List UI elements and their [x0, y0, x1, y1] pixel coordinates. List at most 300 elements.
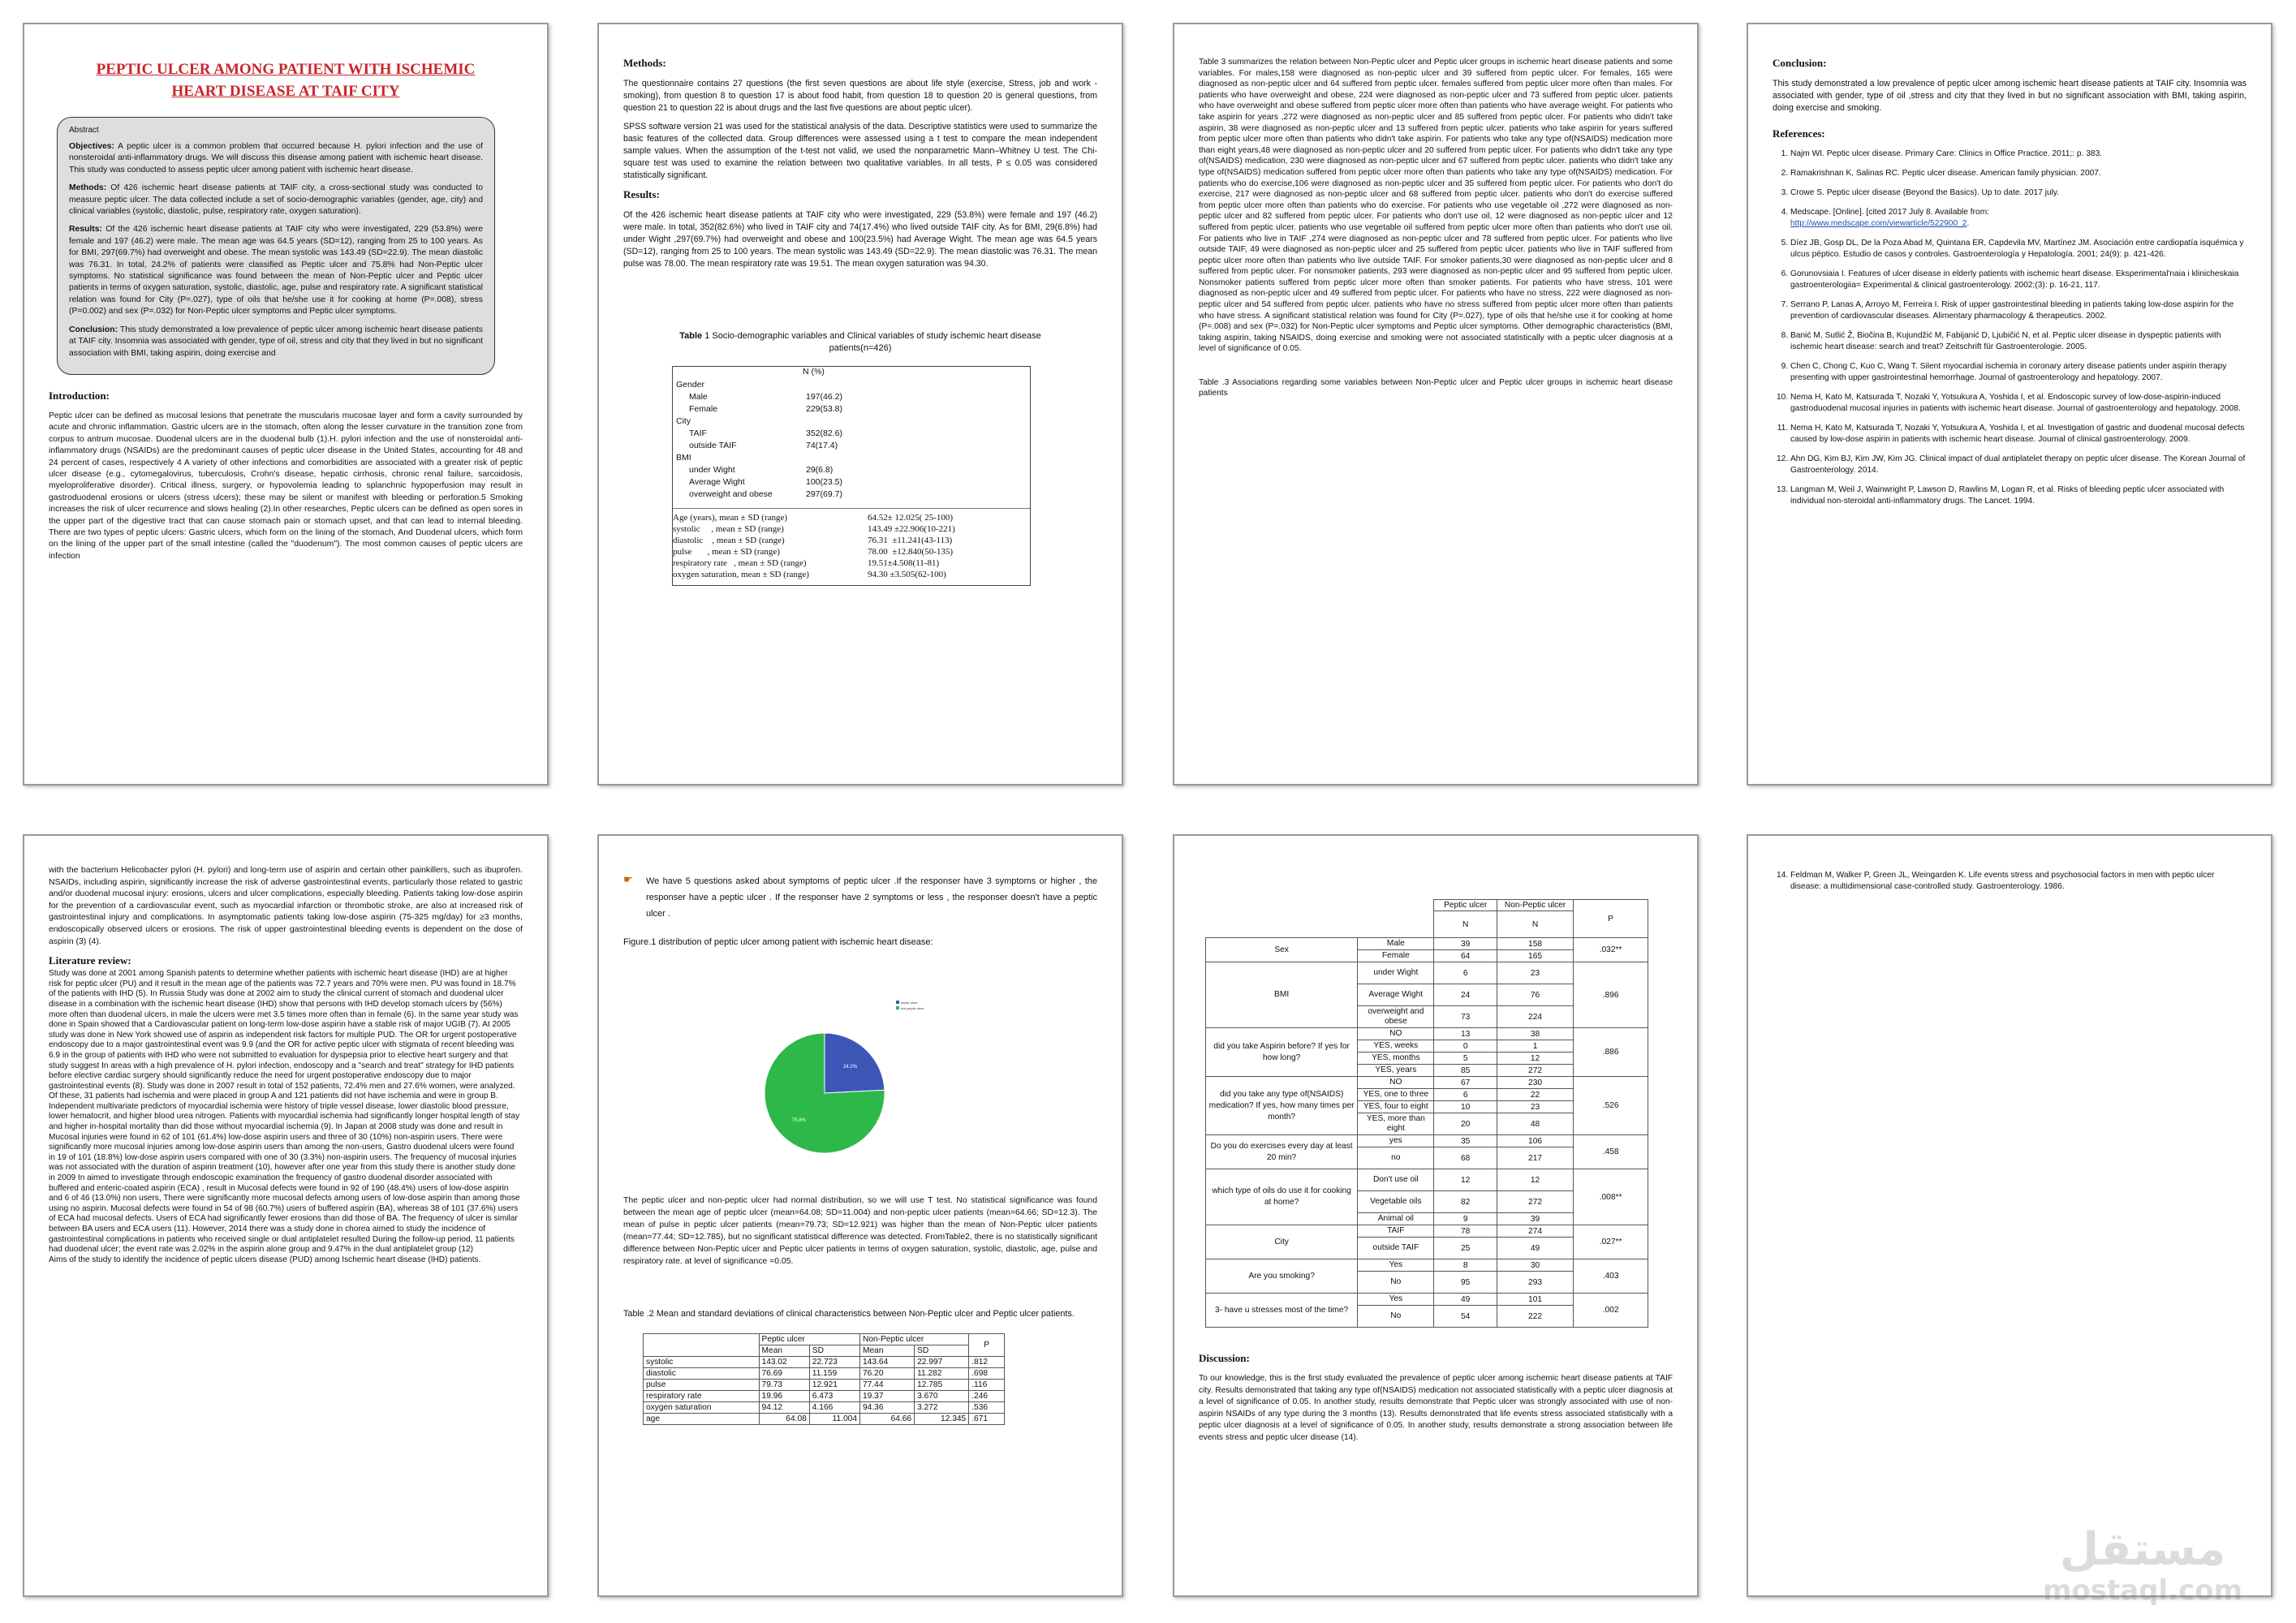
table3-count-npu: 76	[1497, 984, 1573, 1006]
results-label: Results:	[69, 225, 102, 235]
table2-cell-s2: 3.272	[915, 1402, 969, 1414]
table3-p-value: .008**	[1574, 1169, 1648, 1225]
abstract-conclusion	[69, 325, 483, 359]
table3-count-pu: 73	[1434, 1006, 1497, 1028]
table3-level: NO	[1358, 1077, 1434, 1089]
reference-text: Najm WI. Peptic ulcer disease. Primary Care: Clinics in Office Practice. 2011;: p. 383.	[1790, 149, 2103, 158]
table3-count-pu: 6	[1434, 1089, 1497, 1101]
table3-variable: did you take Aspirin before? If yes for how long?	[1206, 1028, 1358, 1077]
table1	[672, 366, 1031, 586]
conclusion-label: Conclusion:	[69, 325, 118, 334]
page-1	[23, 23, 549, 786]
table3-variable: Are you smoking?	[1206, 1259, 1358, 1294]
table3-row	[1206, 1169, 1648, 1191]
table3-subheader-n: N	[1434, 911, 1497, 938]
reference-text: Díez JB, Gosp DL, De la Poza Abad M, Quintana ER, Capdevila MV, Martínez JM. Asociación entre cardiopatía isquémica y ulcus péptico. Estudio de casos y controles. Gastroenterología y Hepatología. 2001; 24(9): p. 421-426.	[1790, 239, 2244, 259]
table2-cell-s2: 12.345	[915, 1414, 969, 1425]
table3-count-npu: 293	[1497, 1272, 1573, 1294]
table3-count-npu: 23	[1497, 962, 1573, 984]
table3-count-npu: 48	[1497, 1113, 1573, 1135]
table2-row	[644, 1402, 1005, 1414]
table3-count-pu: 35	[1434, 1135, 1497, 1147]
reference-item: 14. Feldman M, Walker P, Green JL, Weingarden K. Life events stress and psychosocial factors in men with peptic ulcer disease: a multidimensional case-controlled study. Gastroenterology. 1986.	[1790, 870, 2246, 893]
methods-label: Methods:	[69, 183, 107, 193]
table3-count-npu: 224	[1497, 1006, 1573, 1028]
table3-level: YES, months	[1358, 1053, 1434, 1065]
results-heading: Results:	[623, 188, 660, 200]
table3-variable: did you take any type of(NSAIDS) medication? If yes, how many times per month?	[1206, 1077, 1358, 1135]
reference-item	[1790, 361, 2246, 384]
table1-row	[676, 392, 1030, 404]
table3-count-pu: 39	[1434, 938, 1497, 950]
page-5	[23, 834, 549, 1597]
table3-level: yes	[1358, 1135, 1434, 1147]
table3-level: YES, more than eight	[1358, 1113, 1434, 1135]
table2-cell-p: .698	[969, 1368, 1005, 1380]
table3-count-npu: 1	[1497, 1040, 1573, 1053]
references-list	[1773, 149, 2246, 507]
table2-corner	[644, 1334, 760, 1357]
objectives-label: Objectives:	[69, 142, 115, 151]
table3-row	[1206, 1135, 1648, 1147]
table2-cell-m2: 19.37	[860, 1391, 915, 1402]
table3-variable: Do you do exercises every day at least 20 min?	[1206, 1135, 1358, 1169]
table3-count-pu: 12	[1434, 1169, 1497, 1191]
table3-p-value: .458	[1574, 1135, 1648, 1169]
table3-count-pu: 85	[1434, 1065, 1497, 1077]
table1-clinical-value: 19.51±4.508(11-81)	[868, 558, 940, 568]
table1-clinical-row	[673, 558, 1030, 569]
introduction-heading: Introduction:	[49, 389, 110, 402]
table1-rows	[673, 380, 1030, 508]
table2-cell-p: .671	[969, 1414, 1005, 1425]
table2-cell-s2: 22.997	[915, 1357, 969, 1368]
table2-cell-m2: 94.36	[860, 1402, 915, 1414]
table2-row	[644, 1357, 1005, 1368]
table3-caption: Table .3 Associations regarding some variables between Non-Peptic ulcer and Peptic ulcer groups in ischemic heart disease patients	[1199, 378, 1673, 398]
table2-cell-s2: 3.670	[915, 1391, 969, 1402]
pie-data-label: 24.2%	[843, 1064, 858, 1070]
watermark-arabic: مستقل	[2059, 1523, 2226, 1576]
page-2	[597, 23, 1123, 786]
pie-data-label: 75.8%	[791, 1118, 806, 1124]
methods-paragraph-2: SPSS software version 21 was used for the statistical analysis of the data. Descriptive statistics were used to summarize the basic features of the collected data. Group differences were assessed using a t test to compare the mean independent sample values. When the assumption of the t-test not valid, we used the nonparametric Mann–Whitney U test. The Chi-square test was used to examine the relation between two qualitative variables. In all tests, P ≤ 0.05 was considered statistically significant.	[623, 122, 1097, 180]
table1-row-value: 197(46.2)	[806, 392, 842, 402]
table3-count-npu: 23	[1497, 1101, 1573, 1113]
table2-cell-s1: 11.159	[809, 1368, 859, 1380]
table1-clinical-row	[673, 535, 1030, 546]
table1-row-label: Gender	[676, 380, 705, 390]
legend-swatch	[896, 1006, 899, 1010]
table3-row	[1206, 938, 1648, 950]
table1-row-label: TAIF	[689, 428, 707, 438]
table3-level: Yes	[1358, 1294, 1434, 1306]
watermark-latin: mostaql.com	[2042, 1574, 2243, 1607]
table1-row	[676, 453, 1030, 465]
table3-row	[1206, 1259, 1648, 1272]
reference-text: Crowe S. Peptic ulcer disease (Beyond the Basics). Up to date. 2017 july.	[1790, 188, 2060, 197]
table3-p-value: .886	[1574, 1028, 1648, 1077]
table1-clinical-label: oxygen saturation, mean ± SD (range)	[673, 570, 809, 579]
reference-text: Langman M, Weil J, Wainwright P, Lawson D, Rawlins M, Logan R, et al. Risks of bleeding peptic ulcer associated with individual non-steroidal anti-inflammatory drugs. The Lancet. 1994.	[1790, 485, 2225, 506]
table2-cell-m1: 79.73	[759, 1380, 809, 1391]
table2-header-row	[644, 1334, 1005, 1345]
table2-cell-p: .246	[969, 1391, 1005, 1402]
hand-pointer-icon: ☛	[623, 873, 633, 885]
reference-item	[1790, 392, 2246, 415]
reference-text: Ramakrishnan K, Salinas RC. Peptic ulcer disease. American family physician. 2007.	[1790, 169, 2101, 178]
table3-count-npu: 38	[1497, 1028, 1573, 1040]
table3-p-value: .526	[1574, 1077, 1648, 1135]
table1-clinical-row	[673, 512, 1030, 523]
page-4	[1747, 23, 2272, 786]
table1-row-value: 352(82.6)	[806, 428, 842, 438]
reference-item	[1790, 168, 2246, 179]
table3-p-value: .002	[1574, 1294, 1648, 1328]
medscape-link[interactable]: http://www.medscape.com/viewarticle/522900_2	[1790, 219, 1967, 228]
table1-header: N (%)	[803, 367, 825, 377]
abstract-label: Abstract	[69, 126, 99, 135]
table2-cell-m1: 64.08	[759, 1414, 809, 1425]
table3-count-npu: 12	[1497, 1053, 1573, 1065]
table3-summary-text: Table 3 summarizes the relation between Non-Peptic ulcer and Peptic ulcer groups in ischemic heart disease patients and some variables. For males,158 were diagnosed as non-peptic ulcer and 39 suffered from peptic ulcer. For females, 165 were diagnosed as non-peptic ulcer and 64 suffered from peptic ulcer. females suffered from peptic ulcer more often than males. For patients who have overweight and obese, 224 were diagnosed as non-peptic ulcer and 73 suffered from peptic ulcer. patients who have overweight and obese suffered from peptic ulcer more often than patients who have average weight. For patients who take aspirin for years ,272 were diagnosed as non-peptic ulcer and 85 suffered from peptic ulcer. For patients who didn't take aspirin, 38 were diagnosed as non-peptic ulcer and 13 suffered from peptic ulcer. patients who take aspirin for years suffered from peptic ulcer more often than patients who didn't take aspirin. For patients who take any type of(NSAIDS) medication more than eight years,48 were diagnosed as non-peptic ulcer and 20 suffered from peptic ulcer. For patients who didn't take any type of(NSAIDS) medication, 230 were diagnosed as non-peptic ulcer and 67 suffered from peptic ulcer. patients who didn't take any type of(NSAIDS) medication suffered from peptic ulcer more often than patients who take any type of(NSAIDS) medication. For patients who do exercise,106 were diagnosed as non-peptic ulcer and 35 suffered from peptic ulcer. For patients who don't do exercise, 217 were diagnosed as non-peptic ulcer and 68 suffered from peptic ulcer. patients who don't do exercise suffered from peptic ulcer more often than patients who do exercise. For patients who use vegetable oil ,272 were diagnosed as non-peptic ulcer and 82 suffered from peptic ulcer. For patients who don't use oil, 12 were diagnosed as non-peptic ulcer and 12 suffered from peptic ulcer. patients who use vegetable oil suffered from peptic ulcer more often than patients who don't use oil. For patients who live in TAIF ,274 were diagnosed as non-peptic ulcer and 78 suffered from peptic ulcer. For patients who live outside TAIF, 49 were diagnosed as non-peptic ulcer and 25 suffered from peptic ulcer. patients who live in TAIF suffered from peptic ulcer more often than patients who live outside TAIF. For smoker patients,30 were diagnosed as non-peptic ulcer and 8 suffered from peptic ulcer. For nonsmoker patients, 293 were diagnosed as non-peptic ulcer and 95 suffered from peptic ulcer. Nonsmoker patients suffered from peptic ulcer more often than smoker patients. For patients who have stress, 101 were diagnosed as non-peptic ulcer and 49 suffered from peptic ulcer. For patients who have no stress, 222 were diagnosed as non-peptic ulcer and 54 suffered from peptic ulcer. patients who have no stress suffered from peptic ulcer more often than patients who have stress. A significant statistical relation was found for City (P=.027), type of oils that he/she use it for cooking at home (P=.008) and sex (P=.032) for Non-Peptic ulcer symptoms and Peptic ulcer symptoms. Other demographic characteristics (BMI, taking aspirin, taking NSAIDS, doing exercise and smoking were not associated statistically with a peptic ulcer diagnosis at a level of significance of 0.05.	[1199, 58, 1673, 354]
table3-p-value: .896	[1574, 962, 1648, 1028]
table3-count-npu: 272	[1497, 1065, 1573, 1077]
table3-variable: BMI	[1206, 962, 1358, 1028]
table1-clinical-row	[673, 546, 1030, 558]
table2-cell-m1: 19.96	[759, 1391, 809, 1402]
table1-row	[676, 489, 1030, 502]
table1-row-label: Male	[689, 392, 708, 402]
table3-level: under Wight	[1358, 962, 1434, 984]
table3-count-npu: 222	[1497, 1306, 1573, 1328]
abstract-results	[69, 224, 483, 317]
table1-row-label: City	[676, 416, 691, 426]
table1-row	[676, 428, 1030, 441]
table2-cell-m2: 64.66	[860, 1414, 915, 1425]
table1-row-label: overweight and obese	[689, 489, 773, 499]
table2-cell-label: diastolic	[644, 1368, 760, 1380]
reference-item	[1790, 269, 2246, 291]
table1-row-value: 29(6.8)	[806, 465, 834, 475]
table3-variable: which type of oils do use it for cooking at home?	[1206, 1169, 1358, 1225]
table1-row-label: under Wight	[689, 465, 735, 475]
reference-text: Nema H, Kato M, Katsurada T, Nozaki Y, Yotsukura A, Yoshida I, et al. Investigation of gastric and duodenal mucosal defects caused by low-dose aspirin in patients with ischemic heart disease. Journal of clinical gastroenterology. 2009.	[1790, 424, 2245, 444]
table2-cell-m2: 143.64	[860, 1357, 915, 1368]
table3-level: Female	[1358, 950, 1434, 962]
table3-count-pu: 20	[1434, 1113, 1497, 1135]
table2-subheader-sd: SD	[915, 1345, 969, 1357]
table3-count-pu: 10	[1434, 1101, 1497, 1113]
table3-p-value: .403	[1574, 1259, 1648, 1294]
title-line-1: PEPTIC ULCER AMONG PATIENT WITH ISCHEMIC	[96, 61, 476, 78]
table1-row-label: BMI	[676, 453, 691, 463]
pie-slice-peptic-ulcer	[825, 1033, 885, 1093]
abstract-box	[57, 117, 495, 375]
table3-level: Animal oil	[1358, 1213, 1434, 1225]
table2-cell-m1: 94.12	[759, 1402, 809, 1414]
conclusion-text-main: This study demonstrated a low prevalence of peptic ulcer among ischemic heart disease patients at TAIF city. Insomnia was associated with gender, type of oil ,stress and city that they lived in but no significant association with BMI, taking aspirin, doing exercise and smoking.	[1773, 79, 2246, 113]
table3-variable: 3- have u stresses most of the time?	[1206, 1294, 1358, 1328]
conclusion-text: This study demonstrated a low prevalence of peptic ulcer among ischemic heart disease patients at TAIF city. Insomnia was associated with gender, type of oil, stress and city that they lived in but no significant association with BMI, taking aspirin, doing exercise and	[69, 325, 483, 358]
page-3	[1173, 23, 1699, 786]
reference-item	[1790, 187, 2246, 199]
reference-text: Banić M, Sutlić Ž, Biočina B, Kujundžić M, Fabijanić D, Ljubičić N, et al. Peptic ulcer disease in dyspeptic patients with ischemic heart disease: search and treat? Zeitschrift für Gastroenterologie. 2005.	[1790, 331, 2221, 351]
table2-cell-s2: 11.282	[915, 1368, 969, 1380]
table3-count-pu: 0	[1434, 1040, 1497, 1053]
table3-row	[1206, 1294, 1648, 1306]
table1-row-value: 229(53.8)	[806, 404, 842, 414]
mostaql-watermark	[2029, 1523, 2256, 1623]
reference-item	[1790, 238, 2246, 260]
table3-count-npu: 230	[1497, 1077, 1573, 1089]
literature-review-text: Study was done at 2001 among Spanish patents to determine whether patients with ischemic heart disease (IHD) are at higher risk for peptic ulcer (PU) and it result in the mean age of the patients was 72.7 years and 70% were men. PU was found in 18.7% of the patients with IHD (5). In Russia Study was done at 2002 aim to study the clinical current of stomach and duodenal ulcer disease in a combination with the ischemic heart disease (IHD) show that persons with IHD develop stomach ulcers by (56%) more often than duodenal ulcers, in male the ulcers were met 3.5 times more often than in female (6). In the same year study was done in Spain showed that a Cardiovascular patient on long-term low-dose aspirin have a stable risk of major UGIB (7). At 2005 study was done in New York showed use of aspirin as independent risk factors for multiple PUD. The OR for urgent postoperative endoscopy due to a major gastrointestinal event was 9.9 (and the OR for active peptic ulcer with stigmata of recent bleeding was 6.9 in the group of patients with IHD who were not submitted to evaluation for dyspepsia prior to elective heart surgery and that study suggest In areas with a high prevalence of H. pylori infection, endoscopy and a "search and treat" strategy for IHD patients before elective cardiac surgery should significantly reduce the need for urgent postoperative endoscopy due to major gastrointestinal events (8). Study was done in 2007 result in total of 152 patients, 72.4% men and 27.6% women, were analyzed. Of these, 31 patients had ischemia and were placed in group A and 121 patients did not have ischemia and were in group B. Independent multivariate predictors of myocardial ischemia were history of triple vessel disease, lower diastolic blood pressure, lower hematocrit, and higher blood urea nitrogen. Patients with myocardial ischemia had significantly longer hospital length of stay and higher in-hospital mortality than did those without myocardial ischemia (9). In Japan at 2008 study was done and result in Mucosal injuries were found in 62 of 101 (61.4%) low-dose aspirin users and three of 30 (10%) non-aspirin users. There were significantly more mucosal injuries among low-dose aspirin users than among the non-users, Gastro duodenal ulcers were found in 19 of 101 (18.8%) low-dose aspirin users compared with one of 30 (3.3%) non-aspirin users. The frequency of mucosal injuries was not associated with the duration of aspirin treatment (10), however after one year from this study there is another study done in 2009 In aimed to investigate through endoscopic examination the frequency of gastro duodenal disorder associated with buffered and enteric-coated aspirin (ECA) , result in Mucosal defects were found in 92 of 190 (48.4%) users of low-dose aspirin and 6 of 46 (13.0%) non users, There were significantly more mucosal defects among users of low-dose aspirin than among those using no aspirin. Mucosal defects were found in 54 of 98 (60.7%) users of buffered aspirin (BA), whereas 38 of 101 (37.6%) users of ECA had mucosal defects. Users of ECA had significantly fewer erosions than did those of BA. The frequency of ulcer is similar between BA users and ECA users (11). However, 2014 there was a study done in chorea aimed to study the incidence of gastrointestinal complications in patients who received single or dual antiplatelet resulted During the follow-up period, 11 patients had duodenal ulcer; the event rate was 2.02% in the aspirin alone group and 9.47% in the dual antiplatelet group (12)	[49, 969, 520, 1255]
table3-count-npu: 39	[1497, 1213, 1573, 1225]
table3-count-pu: 13	[1434, 1028, 1497, 1040]
reference-item	[1790, 299, 2246, 322]
table2-header-group1: Peptic ulcer	[759, 1334, 859, 1345]
table1-caption	[656, 330, 1065, 355]
table3-level: Don't use oil	[1358, 1169, 1434, 1191]
table2-cell-p: .116	[969, 1380, 1005, 1391]
table3-variable: City	[1206, 1225, 1358, 1259]
table2-cell-m2: 77.44	[860, 1380, 915, 1391]
table1-row-label: Female	[689, 404, 718, 414]
table3-count-pu: 8	[1434, 1259, 1497, 1272]
table1-row-label: outside TAIF	[689, 441, 737, 450]
table2-row	[644, 1391, 1005, 1402]
table3-count-npu: 101	[1497, 1294, 1573, 1306]
table2-row	[644, 1380, 1005, 1391]
table3-count-pu: 67	[1434, 1077, 1497, 1089]
figure1-caption: Figure.1 distribution of peptic ulcer among patient with ischemic heart disease:	[623, 937, 933, 947]
study-aims-text: Aims of the study to identify the incidence of peptic ulcers disease (PUD) among Ischemic heart disease (IHD) patients.	[49, 1255, 481, 1264]
table3-row	[1206, 1225, 1648, 1238]
table3-count-pu: 49	[1434, 1294, 1497, 1306]
table3-corner	[1206, 900, 1434, 938]
table2-cell-label: age	[644, 1414, 760, 1425]
references-list-continued	[1773, 870, 2246, 893]
table3-count-pu: 78	[1434, 1225, 1497, 1238]
table3-subheader-n: N	[1497, 911, 1573, 938]
paper-title	[57, 58, 515, 102]
bullet-text: We have 5 questions asked about symptoms of peptic ulcer .If the responser have 3 symptoms or higher , the responser have a peptic ulcer . If the responser have 2 symptoms or less , the responser doesn't have a peptic ulcer .	[646, 876, 1097, 919]
table3-header-p: P	[1574, 900, 1648, 938]
table3-level: No	[1358, 1272, 1434, 1294]
table1-row-value: 297(69.7)	[806, 489, 842, 499]
table2-caption: Table .2 Mean and standard deviations of clinical characteristics between Non-Peptic ulcer and Peptic ulcer patients.	[623, 1309, 1075, 1319]
legend-swatch	[896, 1001, 899, 1004]
table1-clinical-value: 94.30 ±3.505(62-100)	[868, 570, 946, 579]
table1-row-label: Average Wight	[689, 477, 745, 487]
table1-clinical-value: 78.00 ±12.840(50-135)	[868, 547, 954, 557]
page-7	[1173, 834, 1699, 1597]
table3-level: YES, one to three	[1358, 1089, 1434, 1101]
table2-cell-m2: 76.20	[860, 1368, 915, 1380]
reference-item	[1790, 454, 2246, 476]
table1-row	[676, 404, 1030, 416]
table2-cell-label: respiratory rate	[644, 1391, 760, 1402]
page-8	[1747, 834, 2272, 1597]
table1-caption-text: 1 Socio-demographic variables and Clinical variables of study ischemic heart disease patients(n=426)	[702, 331, 1041, 353]
table3-count-npu: 12	[1497, 1169, 1573, 1191]
references-heading: References:	[1773, 127, 1825, 140]
reference-text: Serrano P, Lanas A, Arroyo M, Ferreira I. Risk of upper gastrointestinal bleeding in patients taking low-dose aspirin for the prevention of cardiovascular diseases. Alimentary pharmacology & therapeutics. 2002.	[1790, 300, 2234, 321]
table3-count-pu: 5	[1434, 1053, 1497, 1065]
table1-clinical-label: systolic , mean ± SD (range)	[673, 524, 784, 534]
reference-text: Gorunovsiaia I. Features of ulcer disease in elderly patients with ischemic heart disease. Eksperimental'naia i klinicheskaia gastroenterologiia= Experimental & clinical gastroenterology. 2002;(3): p. 16-21, 117.	[1790, 269, 2239, 290]
table1-row-value: 74(17.4)	[806, 441, 838, 450]
table3-level: Vegetable oils	[1358, 1191, 1434, 1213]
table3-p-value: .027**	[1574, 1225, 1648, 1259]
table3-count-pu: 9	[1434, 1213, 1497, 1225]
methods-text: Of 426 ischemic heart disease patients at TAIF city, a cross-sectional study was conducted to measure peptic ulcer. The data collected include a set of socio-demographic variables (gender, age, city) and clinical variables (systolic, diastolic, pulse, respiratory rate, oxygen saturation).	[69, 183, 483, 217]
table3-count-npu: 158	[1497, 938, 1573, 950]
table1-row	[676, 380, 1030, 392]
table3-count-npu: 272	[1497, 1191, 1573, 1213]
table1-clinical-value: 64.52± 12.025( 25-100)	[868, 513, 954, 523]
intro-continued-text: with the bacterium Helicobacter pylori (H. pylori) and long-term use of aspirin and certain other painkillers, such as ibuprofen. NSAIDs, including aspirin, significantly increase the risk of adverse gastrointestinal events, particularly those related to gastric and/or duodenal mucosal injury: erosions, ulcers and ulcer complications, especially bleeding. Patients taking low-dose aspirin for the prevention of a cardiovascular event, such as myocardial infarction or thrombotic stroke, are also at increased risk of gastrointestinal injury and complications. In asymptomatic patients taking low-dose aspirin (75-325 mg/day) for ≥3 months, endoscopically observed ulcers or erosions. The risk of upper gastrointestinal bleeding events is dependent on the dose of aspirin (3) (4).	[49, 866, 523, 946]
table3-level: YES, four to eight	[1358, 1101, 1434, 1113]
table1-clinical-row	[673, 523, 1030, 535]
reference-text: Medscape. [Online]. [cited 2017 July 8. Available from:	[1790, 208, 1990, 217]
table1-clinical-value: 143.49 ±22.906(10-221)	[868, 524, 955, 534]
table2	[643, 1333, 1005, 1425]
table3-level: overweight and obese	[1358, 1006, 1434, 1028]
figure1-pie-chart	[623, 955, 1101, 1190]
table3-count-npu: 165	[1497, 950, 1573, 962]
table2-subheader-sd: SD	[809, 1345, 859, 1357]
reference-item	[1790, 484, 2246, 507]
table2-subheader-mean: Mean	[759, 1345, 809, 1357]
table3-header-npu: Non-Peptic ulcer	[1497, 900, 1573, 911]
table3-row	[1206, 1077, 1648, 1089]
table3-count-npu: 217	[1497, 1147, 1573, 1169]
table3-count-npu: 274	[1497, 1225, 1573, 1238]
table3-level: Yes	[1358, 1259, 1434, 1272]
abstract-methods	[69, 183, 483, 217]
table1-row	[676, 441, 1030, 453]
reference-item	[1790, 423, 2246, 446]
table2-row	[644, 1414, 1005, 1425]
conclusion-heading: Conclusion:	[1773, 57, 1827, 69]
table2-cell-label: oxygen saturation	[644, 1402, 760, 1414]
methods-heading: Methods:	[623, 57, 666, 69]
page-6	[597, 834, 1123, 1597]
table3-level: outside TAIF	[1358, 1238, 1434, 1259]
introduction-text: Peptic ulcer can be defined as mucosal lesions that penetrate the muscularis mucosae layer and form a cavity surrounded by acute and chronic inflammation. Gastric ulcers are in the stomach, often along the lesser curvature in the transition zone from corpus to antrum mucosae. Duodenal ulcers are in the duodenal bulb (1).H. pylori infection and the use of nonsteroidal anti-inflammatory drugs (NSAIDs) are the predominant causes of peptic ulcer disease in the United States, accounting for 48 and 24 percent of cases, respectively 4 A variety of other infections and comorbidities are associated with a greater risk of peptic ulcer disease (e.g., cytomegalovirus, tuberculosis, Crohn's disease, hepatic cirrhosis, chronic renal failure, sarcoidosis, myeloproliferative disorder). Critical illness, surgery, or hypovolemia leading to splanchnic hypoperfusion may result in gastroduodenal erosions or ulcers (stress ulcers); these may be silent or manifest with bleeding or perforation.5 Smoking increases the risk of ulcer recurrence and slows healing (2).In other researches, Peptic ulcers can be defined as open sores in the upper part of the digestive tract that can cause stomach pain or stomach upset, and that can lead to internal bleeding. There are two types of peptic ulcers: Gastric ulcers, which form on the lining of the stomach, And Duodenal ulcers, which form on the lining of the upper part of the small intestine (called the "duodenum"). The most common causes of peptic ulcers are infection	[49, 411, 523, 561]
results-text: Of the 426 ischemic heart disease patients at TAIF city who were investigated, 229 (53.8%) were female and 197 (46.2) were male. The mean age was 64.5 years (SD=12), ranging from 25 to 100 years. As for BMI, 297(69.7%) had overweight and obese. The mean systolic was 143.49 (SD=22.9). The mean diastolic was 76.31. In total, 24.2% of patients were classified as Peptic ulcer and 75.8% had Non-Peptic ulcer symptoms. No statistical significance was found between the mean of Non-Peptic ulcer and Peptic ulcer patients in terms of oxygen saturation, systolic, diastolic, age, pulse and respiratory rate. A significant statistical relation was found for City (P=.027), type of oils that he/she use it for cooking at home (P=.008), stress (P=0.002) and sex (P=.032) for Non-Peptic ulcer symptoms and Peptic ulcer symptoms.	[69, 225, 483, 316]
ttest-paragraph: The peptic ulcer and non-peptic ulcer had normal distribution, so we will use T test. No statistical significance was found between the mean age of peptic ulcer (mean=64.08; SD=11.004) and non-peptic ulcer patients (mean=64.66; SD=12.3). The mean of pulse in peptic ulcer patients (mean=79.73; SD=12.921) was higher than the mean of Non-Peptic ulcer patients (mean=77.44; SD=12.785), but no significant statistical difference was detected. FromTable2, there is no statistically significant difference between Non-Peptic ulcer and Peptic ulcer patients in terms of oxygen saturation, systolic, diastolic, age, pulse and respiratory rate. at level of significance =0.05.	[623, 1196, 1097, 1266]
table1-clinical-value: 76.31 ±11.241(43-113)	[868, 536, 953, 545]
table2-header-p: P	[969, 1334, 1005, 1357]
table2-cell-s2: 12.785	[915, 1380, 969, 1391]
table1-clinical	[673, 509, 1030, 585]
discussion-text: To our knowledge, this is the first study evaluated the prevalence of peptic ulcer among ischemic heart disease patients at TAIF city. Results demonstrated that taking any type of(NSAIDS) medication not associated statistically with a peptic ulcer diagnosis at a level of significance of 0.05. In another study, results demonstrate that Peptic ulcer was strongly associated with use of non-aspirin NSAIDs of any type during the 3 months (13). Results demonstrated that life events stress associated statistically with a peptic ulcer diagnosis at a level of significance of 0.05. In another study, results demonstrate a strong association between life events stress and peptic ulcer disease (14).	[1199, 1374, 1673, 1442]
table1-clinical-label: respiratory rate , mean ± SD (range)	[673, 558, 807, 568]
table3-count-pu: 25	[1434, 1238, 1497, 1259]
methods-paragraph-1: The questionnaire contains 27 questions (the first seven questions are about life style (exercise, Stress, job and work -smoking), from question 8 to question 17 is about food habit, from question 18 to question 20 is general questions, from question 21 to question 22 is about drugs and the last five questions are about peptic ulcer).	[623, 79, 1097, 113]
table3-row	[1206, 962, 1648, 984]
table1-clinical-label: pulse , mean ± SD (range)	[673, 547, 780, 557]
table1-row	[676, 465, 1030, 477]
literature-review-heading: Literature review:	[49, 954, 131, 967]
table2-cell-label: pulse	[644, 1380, 760, 1391]
table3-variable: Sex	[1206, 938, 1358, 962]
table3-header-pu: Peptic ulcer	[1434, 900, 1497, 911]
table3-count-pu: 68	[1434, 1147, 1497, 1169]
table3-count-pu: 64	[1434, 950, 1497, 962]
table3-p-value: .032**	[1574, 938, 1648, 962]
discussion-heading: Discussion:	[1199, 1352, 1250, 1364]
table3-level: Male	[1358, 938, 1434, 950]
table2-cell-s1: 22.723	[809, 1357, 859, 1368]
table3-level: TAIF	[1358, 1225, 1434, 1238]
legend-entry: peptic ulcer	[901, 1001, 918, 1005]
reference-item	[1790, 330, 2246, 353]
table3-count-npu: 106	[1497, 1135, 1573, 1147]
table2-cell-m1: 76.69	[759, 1368, 809, 1380]
table3-count-pu: 6	[1434, 962, 1497, 984]
table3-count-pu: 82	[1434, 1191, 1497, 1213]
legend-entry: non-peptic ulcer	[901, 1006, 924, 1010]
table1-clinical-row	[673, 569, 1030, 580]
reference-item	[1790, 207, 2246, 230]
bullet-paragraph	[623, 873, 1097, 928]
table2-cell-p: .536	[969, 1402, 1005, 1414]
table2-cell-m1: 143.02	[759, 1357, 809, 1368]
table3-level: YES, weeks	[1358, 1040, 1434, 1053]
table1-row	[676, 416, 1030, 428]
table1-caption-label: Table	[679, 331, 703, 341]
table2-cell-label: systolic	[644, 1357, 760, 1368]
table3-level: No	[1358, 1306, 1434, 1328]
table3-row	[1206, 1028, 1648, 1040]
objectives-text: A peptic ulcer is a common problem that occurred because H. pylori infection and the use of nonsteroidal anti-inflammatory drugs. We will discuss this disease among patient with ischemic heart disease. This study was conducted to assess peptic ulcer among patient with ischemic heart disease.	[69, 142, 483, 174]
reference-text: Nema H, Kato M, Katsurada T, Nozaki Y, Yotsukura A, Yoshida I, et al. Endoscopic survey of low-dose-aspirin-induced gastroduodenal mucosal injuries in patients with ischemic heart disease. Journal of gastroenterology and hepatology. 2008.	[1790, 393, 2241, 413]
table3-count-pu: 54	[1434, 1306, 1497, 1328]
table3-count-npu: 22	[1497, 1089, 1573, 1101]
table2-cell-s1: 6.473	[809, 1391, 859, 1402]
abstract-objectives	[69, 141, 483, 176]
table1-clinical-label: diastolic , mean ± SD (range)	[673, 536, 785, 545]
reference-item	[1790, 149, 2246, 160]
table1-row-value: 100(23.5)	[806, 477, 842, 487]
table2-cell-s1: 12.921	[809, 1380, 859, 1391]
title-line-2: HEART DISEASE AT TAIF CITY	[171, 83, 400, 100]
table3-level: NO	[1358, 1028, 1434, 1040]
table2-subheader-mean: Mean	[860, 1345, 915, 1357]
table3-count-pu: 95	[1434, 1272, 1497, 1294]
table3-level: Average Wight	[1358, 984, 1434, 1006]
reference-text: Chen C, Chong C, Kuo C, Wang T. Silent myocardial ischemia in coronary artery disease patients under aspirin therapy presenting with upper gastrointestinal hemorrhage. Journal of gastroenterology and hepatology. 2007.	[1790, 362, 2227, 382]
table3-count-npu: 30	[1497, 1259, 1573, 1272]
table2-cell-s1: 4.166	[809, 1402, 859, 1414]
table3	[1205, 899, 1648, 1328]
table2-cell-p: .812	[969, 1357, 1005, 1368]
table2-header-group2: Non-Peptic ulcer	[860, 1334, 969, 1345]
link-suffix: .	[1966, 219, 1970, 228]
table3-level: YES, years	[1358, 1065, 1434, 1077]
table1-clinical-label: Age (years), mean ± SD (range)	[673, 513, 788, 523]
table3-level: no	[1358, 1147, 1434, 1169]
reference-text: Ahn DG, Kim BJ, Kim JW, Kim JG. Clinical impact of dual antiplatelet therapy on peptic ulcer disease. The Korean Journal of Gastroenterology. 2014.	[1790, 454, 2246, 475]
results-paragraph: Of the 426 ischemic heart disease patients at TAIF city who were investigated, 229 (53.8%) were female and 197 (46.2) were male. In total, 352(82.6%) who lived in TAIF city and 74(17.4%) who lived outside TAIF city. As for BMI, 29(6.8%) had under Wight ,297(69.7%) had overweight and obese and 100(23.5%) had Average Wight. The mean age was 64.5 years (SD=12), ranging from 25 to 100 years. The mean systolic was 143.49 (SD=22.9). The mean diastolic was 76.31. The mean pulse was 78.00. The mean respiratory rate was 19.51. The mean oxygen saturation was 94.30.	[623, 210, 1097, 269]
table2-cell-s1: 11.004	[809, 1414, 859, 1425]
table2-row	[644, 1368, 1005, 1380]
table3-count-pu: 24	[1434, 984, 1497, 1006]
table3-header-row	[1206, 900, 1648, 911]
